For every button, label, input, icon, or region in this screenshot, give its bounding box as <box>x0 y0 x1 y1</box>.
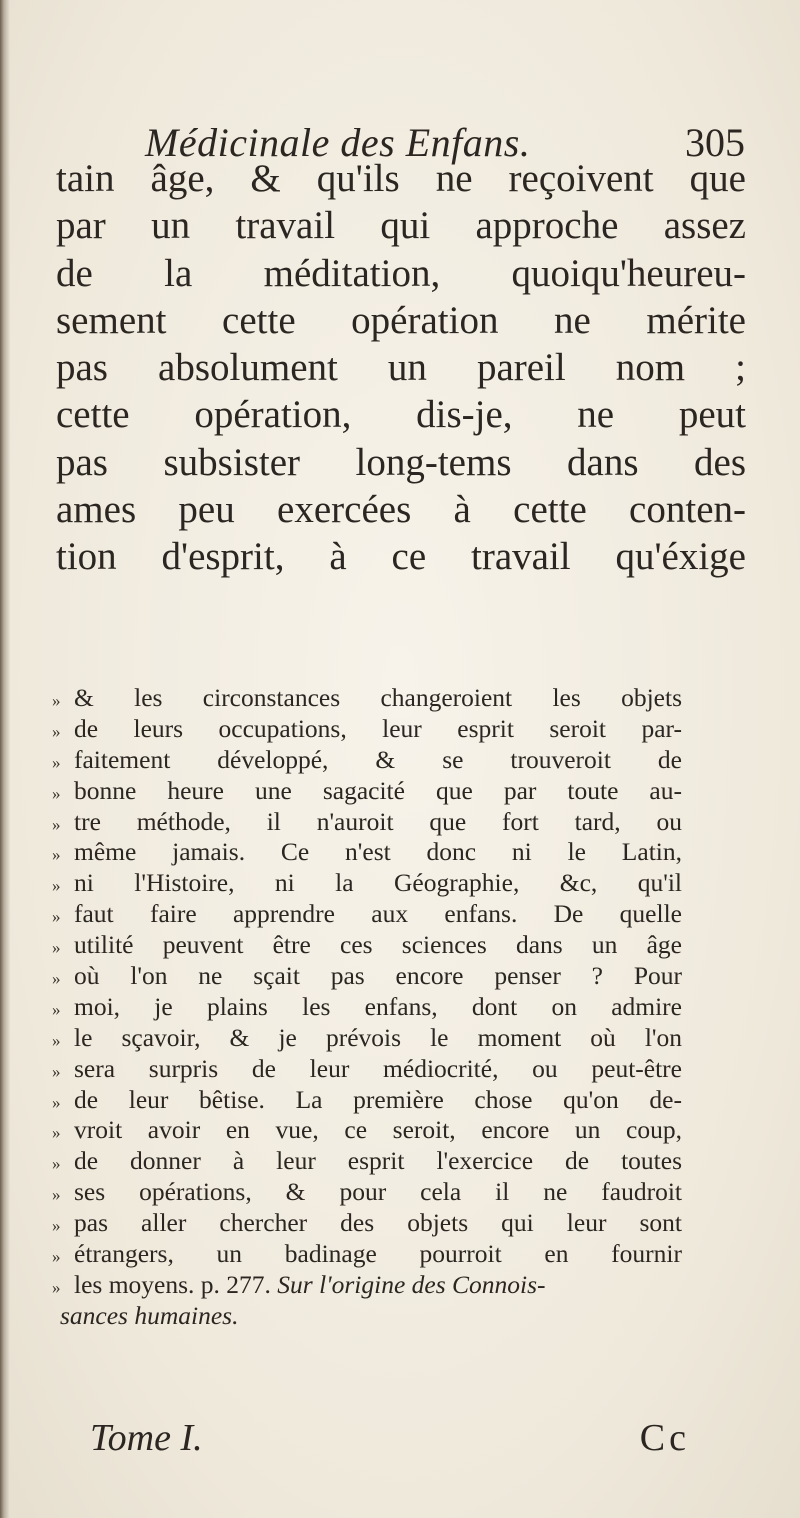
quote-line-text: de leur bêtise. La première chose qu'on de- <box>74 1084 682 1114</box>
quote-line <box>52 992 682 1023</box>
quote-line <box>52 714 682 745</box>
quote-line-text: faut faire apprendre aux enfans. De quelle <box>74 899 682 929</box>
quote-marker: » <box>52 1216 61 1236</box>
quote-line <box>52 807 682 838</box>
page-footer <box>90 1410 730 1470</box>
quote-line-with-citation <box>52 1270 682 1301</box>
quote-line <box>52 1177 682 1208</box>
quote-marker: » <box>52 907 61 927</box>
quote-line-text: moi, je plains les enfans, dont on admire <box>74 991 682 1021</box>
quote-line <box>52 1208 682 1239</box>
binding-edge <box>0 0 10 1518</box>
quote-line-text: ni l'Histoire, ni la Géographie, &c, qu'il <box>74 868 682 898</box>
quote-line-text: & les circonstances changeroient les objets <box>74 683 682 712</box>
citation-page-ref: p. 277. <box>200 1269 271 1299</box>
quote-line-text: même jamais. Ce n'est donc ni le Latin, <box>74 837 682 867</box>
quote-line <box>52 683 682 714</box>
body-line: cette opération, dis-je, ne peut <box>56 393 746 437</box>
body-line: tain âge, & qu'ils ne reçoivent que <box>56 157 746 200</box>
quote-line-text: de donner à leur esprit l'exercice de toutes <box>74 1146 682 1176</box>
quote-marker: » <box>52 721 61 741</box>
quote-line-text: vroit avoir en vue, ce seroit, encore un coup, <box>74 1115 682 1145</box>
volume-label: Tome I. <box>90 1417 203 1459</box>
footnote-quotation <box>52 683 682 1332</box>
quote-line <box>52 776 682 807</box>
quote-line-text: étrangers, un badinage pourroit en fournir <box>74 1239 682 1269</box>
quote-line <box>52 961 682 992</box>
quote-line-text: ses opérations, & pour cela il ne faudroit <box>74 1177 682 1207</box>
quote-marker: » <box>52 876 61 896</box>
body-line: de la méditation, quoiqu'heureu- <box>56 251 746 295</box>
quote-marker: » <box>52 691 61 710</box>
quote-line <box>52 1301 682 1332</box>
quote-marker: » <box>52 1061 61 1081</box>
body-line: pas absolument un pareil nom ; <box>56 346 746 390</box>
quote-line-text: utilité peuvent être ces sciences dans un âge <box>74 930 682 960</box>
quote-marker: » <box>52 1154 61 1174</box>
quote-marker: » <box>52 1092 61 1112</box>
quote-line <box>52 1054 682 1085</box>
body-line: par un travail qui approche assez <box>56 204 746 248</box>
quote-line <box>52 930 682 961</box>
quote-line-text: de leurs occupations, leur esprit seroit par- <box>74 713 682 743</box>
quote-line <box>52 837 682 868</box>
quote-line-text: tre méthode, il n'auroit que fort tard, ou <box>74 806 682 836</box>
quote-line <box>52 868 682 899</box>
body-line: tion d'esprit, à ce travail qu'éxige <box>56 535 746 579</box>
quote-marker: » <box>52 1030 61 1050</box>
quote-marker: » <box>52 814 61 834</box>
quote-line-text: pas aller chercher des objets qui leur sont <box>74 1208 682 1238</box>
quote-marker: » <box>52 1247 61 1267</box>
quote-marker: » <box>52 783 61 803</box>
quote-line-text: où l'on ne sçait pas encore penser ? Pour <box>74 961 682 991</box>
quote-line <box>52 1239 682 1270</box>
quote-marker: » <box>52 969 61 989</box>
page-number: 305 <box>685 120 745 165</box>
quote-marker: » <box>52 938 61 958</box>
quote-line-text: bonne heure une sagacité que par toute au- <box>74 775 682 805</box>
quote-line-text: sera surpris de leur médiocrité, ou peut-être <box>74 1053 682 1083</box>
running-title: Médicinale des Enfans. <box>145 120 531 165</box>
quote-marker: » <box>52 752 61 772</box>
quote-line <box>52 1115 682 1146</box>
body-text <box>56 155 746 581</box>
citation-source-continued: sances humaines. <box>60 1300 239 1330</box>
quote-marker: » <box>52 1277 61 1297</box>
quote-line-text: les moyens. <box>74 1269 195 1299</box>
quote-line-text: le sçavoir, & je prévois le moment où l'on <box>74 1022 682 1052</box>
quote-line <box>52 899 682 930</box>
citation-source: Sur l'origine des Connois- <box>277 1269 546 1299</box>
body-line: sement cette opération ne mérite <box>56 298 746 342</box>
quote-line <box>52 1023 682 1054</box>
quote-marker: » <box>52 1123 61 1143</box>
quote-line <box>52 1085 682 1116</box>
quote-line <box>52 745 682 776</box>
signature-mark: Cc <box>639 1417 690 1459</box>
quote-line-text: faitement développé, & se trouveroit de <box>74 744 682 774</box>
quote-marker: » <box>52 845 61 865</box>
body-line: ames peu exercées à cette conten- <box>56 488 746 532</box>
quote-marker: » <box>52 1185 61 1205</box>
body-line: pas subsister long-tems dans des <box>56 440 746 484</box>
quote-line <box>52 1146 682 1177</box>
quote-marker: » <box>52 999 61 1019</box>
